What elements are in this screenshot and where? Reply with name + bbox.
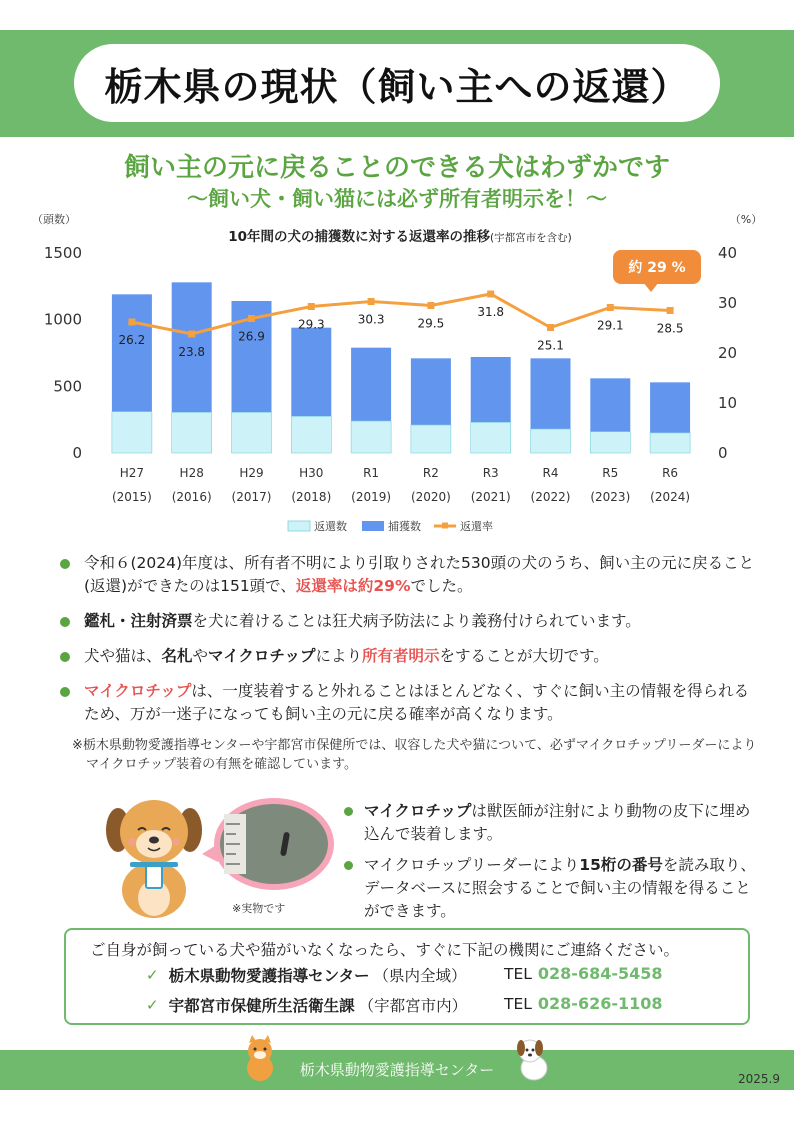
- bar-returned: [590, 432, 630, 453]
- rate-point: [667, 307, 674, 314]
- x-tick-label: H28: [179, 466, 204, 480]
- highlight-owner-id: 所有者明示: [361, 647, 440, 665]
- x-tick-label: H29: [239, 466, 264, 480]
- rate-label: 23.8: [178, 345, 206, 359]
- x-tick-year: (2017): [231, 490, 272, 504]
- x-tick-label: R6: [662, 466, 679, 480]
- microchip-item-reader: マイクロチップリーダーにより15桁の番号を読み取り、データベースに照会することで飼い主の情報を得ることができます。: [342, 854, 762, 923]
- rate-label: 26.9: [238, 329, 265, 344]
- rate-label: 30.3: [357, 312, 385, 327]
- x-tick-year: (2021): [470, 490, 511, 504]
- bullet-owner-id: 犬や猫は、名札やマイクロチップにより所有者明示をすることが大切です。: [58, 645, 758, 668]
- contact-tel-center[interactable]: TEL 028-684-5458: [504, 964, 663, 983]
- dog-icon: [104, 790, 204, 920]
- microchip-photo: [196, 794, 336, 894]
- contact-row-utsunomiya: [146, 994, 467, 1016]
- contact-tel-utsunomiya[interactable]: TEL 028-626-1108: [504, 994, 663, 1013]
- rate-point: [248, 315, 255, 322]
- chart-title: 10年間の犬の捕獲数に対する返還率の推移(宇都宮市を含む): [228, 229, 572, 245]
- bar-returned: [411, 425, 451, 453]
- page-title: 栃木県の現状（飼い主への返還）: [104, 64, 690, 109]
- microchip-info: [342, 800, 762, 931]
- x-tick-label: R4: [542, 466, 559, 480]
- rate-point: [607, 304, 614, 311]
- rate-point: [547, 324, 554, 331]
- y-tick-right: 30: [718, 294, 738, 312]
- x-tick-year: (2023): [590, 490, 631, 504]
- dog-illustration: [104, 790, 204, 920]
- x-tick-year: (2018): [291, 490, 332, 504]
- bar-returned: [471, 422, 511, 453]
- center-note: ※栃木県動物愛護指導センターや宇都宮市保健所では、収容した犬や猫について、必ずマイクロチップリーダーによりマイクロチップ装着の有無を確認しています。: [72, 738, 757, 772]
- check-icon: ✓: [146, 966, 159, 984]
- y-tick-right: 0: [718, 444, 728, 462]
- bar-returned: [232, 412, 272, 453]
- x-tick-label: R5: [602, 466, 619, 480]
- y-axis-left-label: （頭数）: [32, 213, 76, 226]
- x-tick-label: H30: [299, 466, 324, 480]
- highlight-license: 鑑札・注射済票: [84, 612, 193, 630]
- callout-tail: [643, 282, 659, 292]
- rate-label: 29.5: [417, 316, 445, 331]
- y-axis-right-label: （%）: [729, 213, 763, 226]
- photo-caption: ※実物です: [232, 902, 286, 915]
- contact-org: 栃木県動物愛護指導センター: [168, 967, 370, 985]
- x-tick-label: R3: [482, 466, 499, 480]
- bar-returned: [291, 416, 331, 453]
- phone-number[interactable]: 028-626-1108: [537, 994, 663, 1013]
- rate-label: 28.5: [656, 321, 684, 336]
- bar-returned: [172, 412, 212, 453]
- rate-label: 26.2: [118, 333, 146, 347]
- bar-returned: [112, 412, 152, 453]
- rate-point: [427, 302, 434, 309]
- bar-returned: [351, 421, 391, 453]
- x-tick-year: (2015): [111, 490, 152, 504]
- x-tick-label: R2: [422, 466, 439, 480]
- legend-swatch-captured: [362, 521, 384, 531]
- microchip-photo-icon: [196, 794, 336, 894]
- microchip-item-implant: マイクロチップは獣医師が注射により動物の皮下に埋め込んで装着します。: [342, 800, 762, 846]
- header-card: [74, 44, 720, 122]
- y-tick-left: 1000: [43, 310, 82, 329]
- x-tick-year: (2022): [530, 490, 571, 504]
- legend-label-returned: 返還数: [314, 520, 347, 533]
- contact-org: 宇都宮市保健所生活衛生課: [168, 997, 355, 1015]
- rate-point: [368, 298, 375, 305]
- x-tick-year: (2024): [650, 490, 691, 504]
- contact-row-center: [146, 964, 466, 986]
- legend-swatch-rate-marker: [442, 523, 448, 529]
- main-subtitle: 飼い主の元に戻ることのできる犬はわずかです: [123, 153, 670, 183]
- bullet-return-rate: 令和６(2024)年度は、所有者不明により引取りされた530頭の犬のうち、飼い主の元に戻ること(返還)ができたのは151頭で、返還率は約29%でした。: [58, 552, 758, 598]
- bullet-license-tag: 鑑札・注射済票を犬に着けることは狂犬病予防法により義務付けられています。: [58, 610, 758, 633]
- y-tick-left: 500: [53, 377, 82, 396]
- highlight-microchip: マイクロチップ: [84, 682, 192, 700]
- x-tick-year: (2020): [410, 490, 451, 504]
- highlight-rate: 返還率は約29%: [295, 577, 411, 595]
- rate-label: 31.8: [477, 305, 505, 319]
- rate-point: [188, 331, 195, 338]
- x-tick-label: R1: [363, 466, 380, 480]
- phone-number[interactable]: 028-684-5458: [537, 964, 663, 983]
- legend-swatch-returned: [288, 521, 310, 531]
- rate-label: 29.3: [297, 317, 325, 332]
- contact-heading: ご自身が飼っている犬や猫がいなくなったら、すぐに下記の機関にご連絡ください。: [90, 941, 680, 959]
- contact-box: [64, 928, 750, 1025]
- rate-point: [308, 303, 315, 310]
- info-bullets: [58, 552, 758, 738]
- y-tick-right: 20: [718, 344, 738, 362]
- rate-point: [128, 319, 135, 326]
- rate-label: 25.1: [537, 338, 564, 353]
- x-tick-label: H27: [119, 466, 145, 480]
- footer-org: 栃木県動物愛護指導センター: [299, 1061, 495, 1079]
- issue-date: 2025.9: [738, 1072, 780, 1086]
- x-tick-year: (2019): [351, 490, 392, 504]
- legend-label-captured: 捕獲数: [388, 520, 421, 533]
- rate-line: [132, 294, 670, 334]
- sub-subtitle: ～飼い犬・飼い猫には必ず所有者明示を！～: [187, 187, 607, 211]
- y-tick-left: 1500: [43, 244, 82, 262]
- check-icon: ✓: [146, 996, 159, 1014]
- rate-label: 29.1: [596, 318, 624, 333]
- y-tick-right: 10: [718, 394, 738, 412]
- y-tick-right: 40: [718, 244, 738, 262]
- x-tick-year: (2016): [171, 490, 212, 504]
- bar-returned: [650, 433, 690, 453]
- bullet-microchip: マイクロチップは、一度装着すると外れることはほとんどなく、すぐに飼い主の情報を得られるため、万が一迷子になっても飼い主の元に戻る確率が高くなります。: [58, 680, 758, 726]
- y-tick-left: 0: [72, 444, 82, 462]
- contact-area: （県内全域）: [373, 967, 467, 985]
- bar-returned: [531, 429, 571, 453]
- rate-callout: [613, 250, 701, 290]
- legend-label-rate: 返還率: [460, 520, 493, 533]
- rate-point: [487, 291, 494, 298]
- callout-text: 約 29 %: [613, 250, 701, 284]
- contact-area: （宇都宮市内）: [358, 997, 468, 1015]
